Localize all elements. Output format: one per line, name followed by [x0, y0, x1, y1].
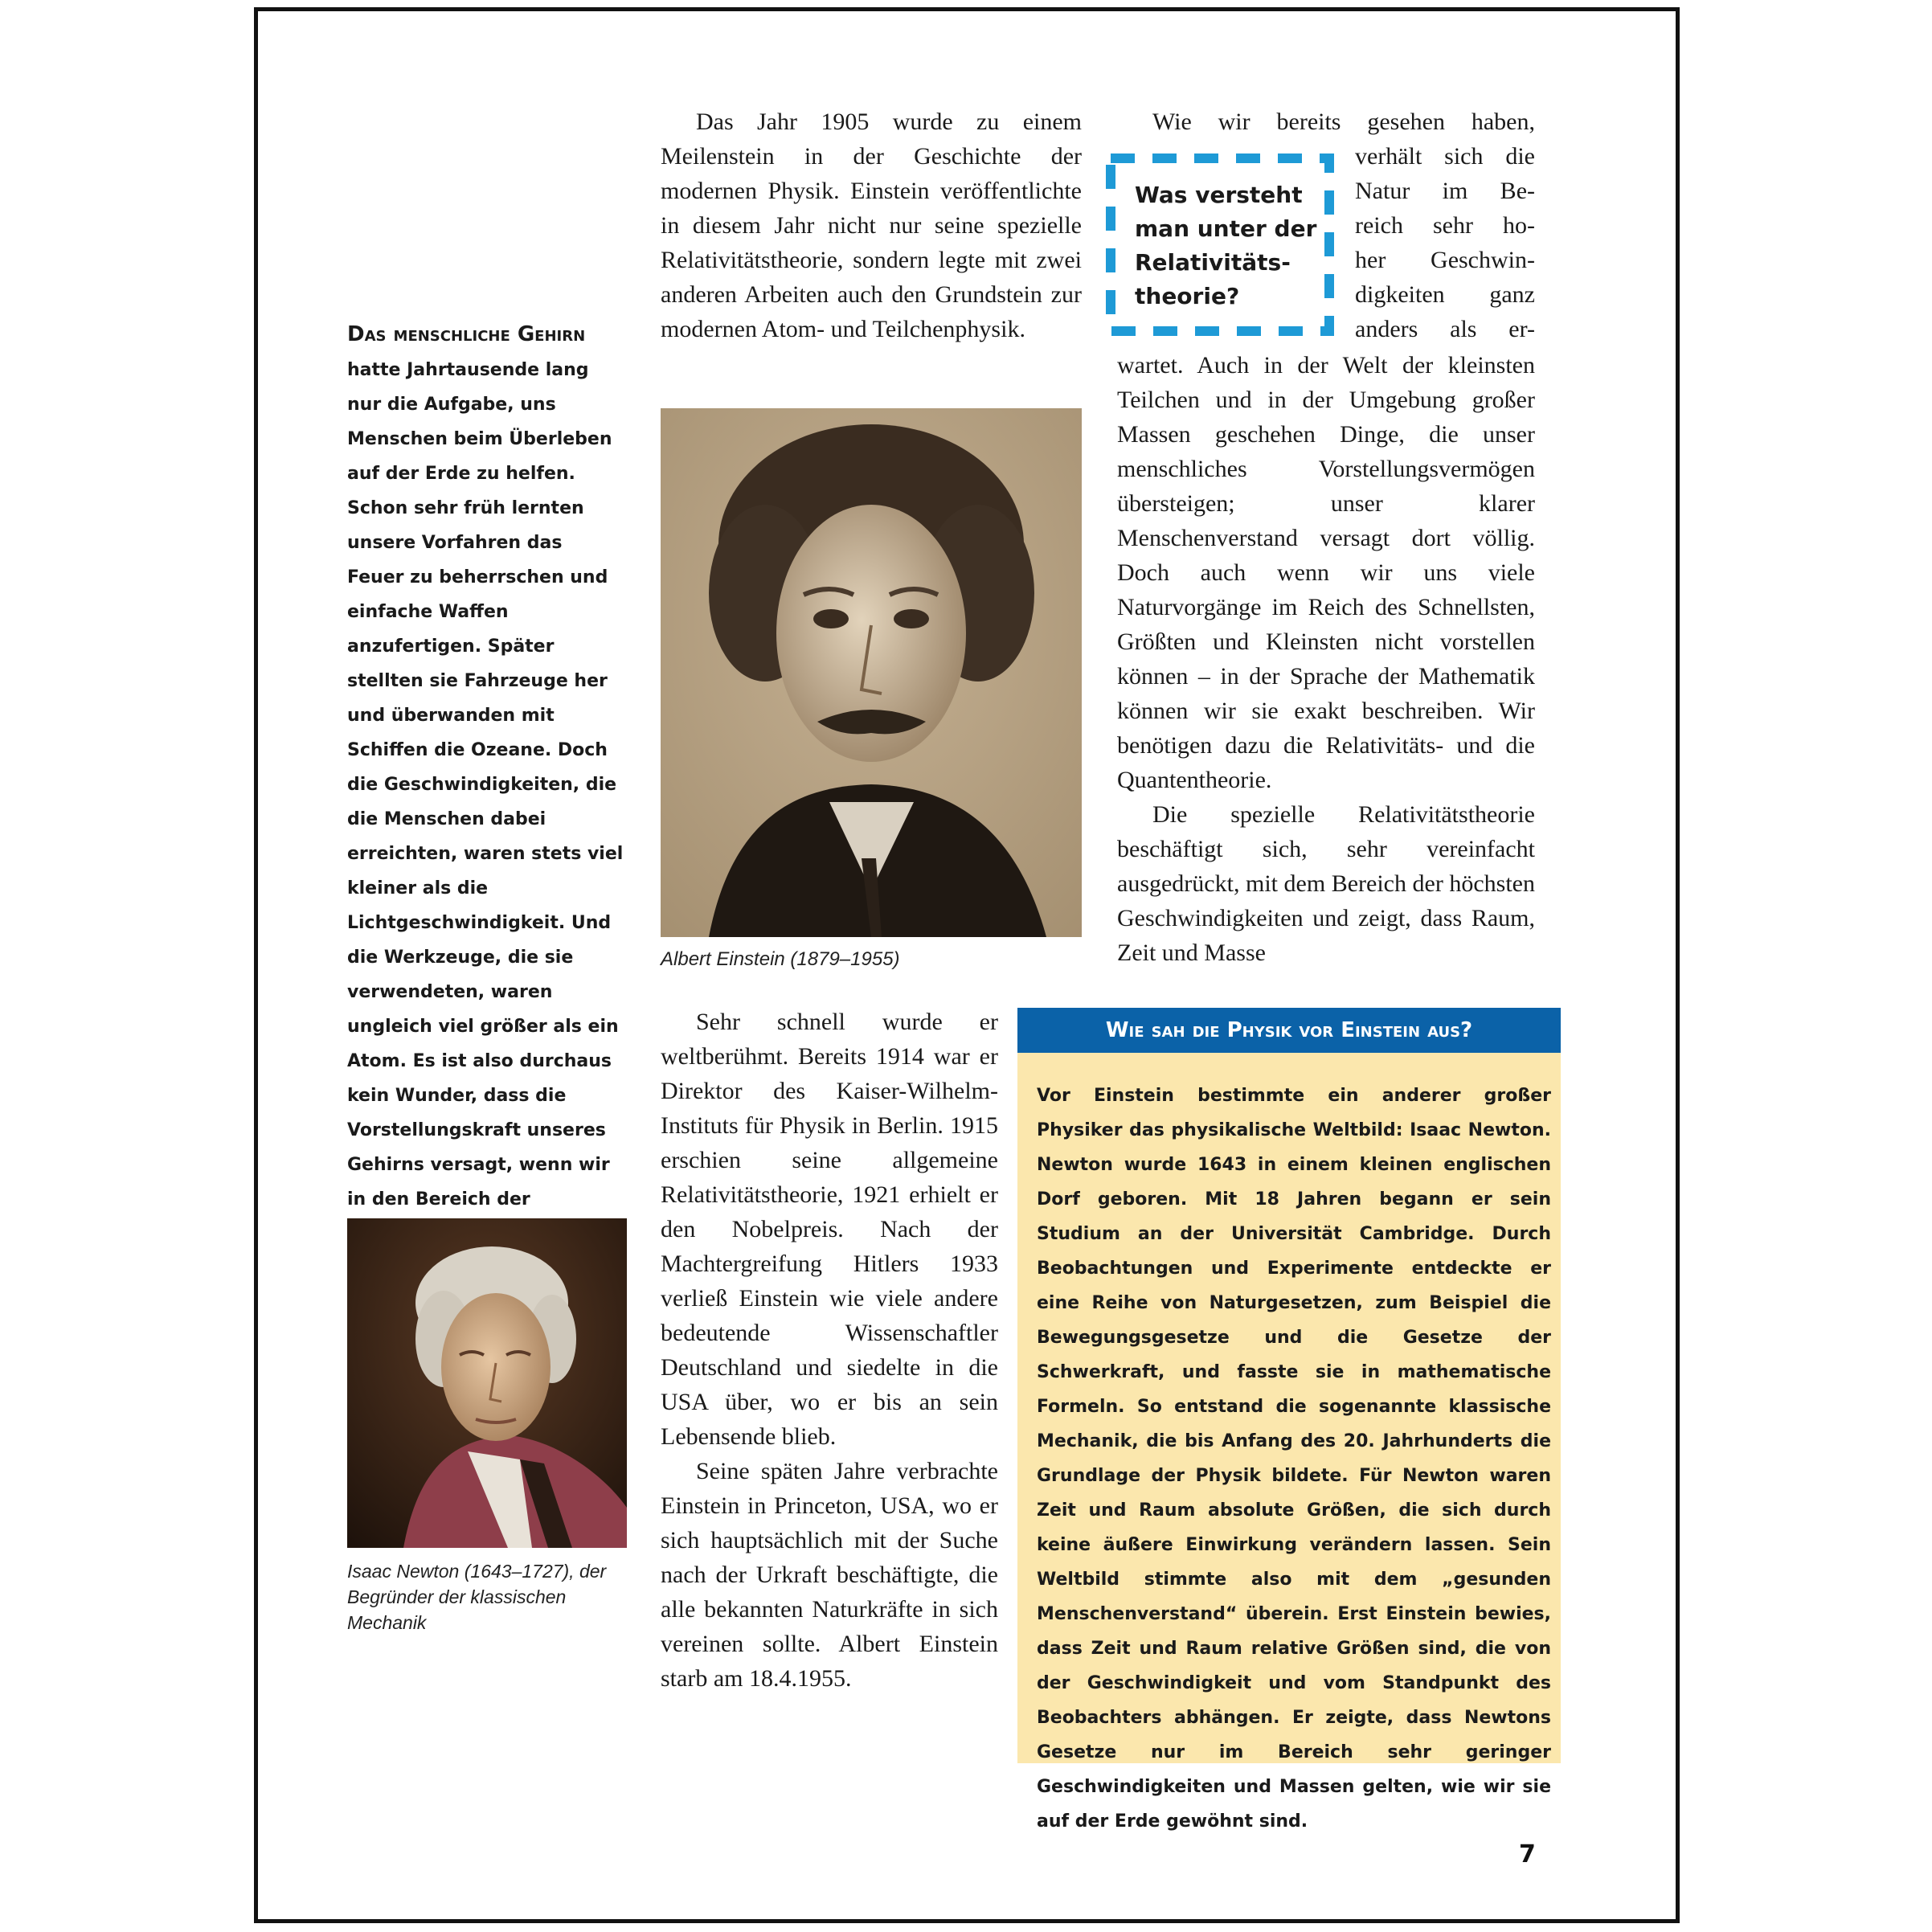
column3-line: anders als er-: [1355, 316, 1535, 342]
column3-line: digkeiten ganz: [1355, 281, 1535, 308]
column3-line: reich sehr ho-: [1355, 212, 1535, 239]
infobox-title: Wie sah die Physik vor Einstein aus?: [1017, 1008, 1561, 1053]
column3-body: [1117, 348, 1535, 970]
einstein-caption: Albert Einstein (1879–1955): [661, 948, 900, 970]
column3-line: her Geschwin-: [1355, 247, 1535, 273]
column2-bottom: [661, 1005, 998, 1696]
column3-line: Natur im Be-: [1355, 178, 1535, 204]
infobox: [1017, 1008, 1561, 1832]
column2-top: [661, 104, 1082, 346]
callout-question: Was versteht man unter der Relativitäts-theorie?: [1135, 182, 1317, 309]
column2-para3: Seine späten Jahre verbrachte Einstein in Princeton, USA, wo er sich hauptsächlich mit der Suche nach der Urkraft beschäftigte, die alle bekannten Naturkräfte in sich vereinen sollte. Albert Einstein starb am 18.4.1955.: [661, 1458, 998, 1692]
column2-para1: Das Jahr 1905 wurde zu einem Meilenstein in der Geschichte der modernen Physik. Einstein veröffentlichte in diesem Jahr nicht nur seine spezielle Relativitätstheorie, sondern legte mit zwei anderen Arbeiten auch den Grundstein zur modernen Atom- und Teilchenphysik.: [661, 108, 1082, 342]
column3-head: [1117, 104, 1535, 346]
infobox-text: Vor Einstein bestimmte ein anderer großer Physiker das physikalische Weltbild: Isaac Newton. Newton wurde 1643 in einem kleinen englischen Dorf geboren. Mit 18 Jahren begann er sein Studium an der Universität Cambridge. Durch Beobachtungen und Experimente entdeckte er eine Reihe von Naturgesetzen, zum Beispiel die Bewegungsgesetze und die Gesetze der Schwerkraft, und fasste sie in mathematische Formeln. So entstand die sogenannte klassische Mechanik, die bis Anfang des 20. Jahrhunderts die Grundlage der Physik bildete. Für Newton waren Zeit und Raum absolute Größen, die sich durch keine äußere Einwirkung verändern lassen. Sein Weltbild stimmte also mit dem „gesunden Menschenverstand“ überein. Erst Einstein bewies, dass Zeit und Raum relative Größen sind, die von der Geschwindigkeit und vom Standpunkt des Beobachters abhängen. Er zeigte, dass Newtons Gesetze nur im Bereich sehr geringer Geschwindigkeiten und Massen gelten, wie wir sie auf der Erde gewöhnt sind.: [1037, 1086, 1551, 1832]
column3-line: verhält sich die: [1355, 143, 1535, 170]
column3-para1: wartet. Auch in der Welt der kleinsten Teilchen und in der Umgebung großer Massen geschehen Dinge, die unser menschliches Vorstellungsvermögen übersteigen; unser klarer Menschenverstand versagt dort völlig. Doch auch wenn wir uns viele Naturvorgänge im Reich des Schnellsten, Größten und Kleinsten nicht vorstellen können – in der Sprache der Mathematik können wir sie exakt beschreiben. Wir benötigen dazu die Relativitäts- und die Quantentheorie.: [1117, 352, 1535, 793]
column3-line: Wie wir bereits gesehen haben,: [1152, 108, 1535, 135]
page-number: 7: [1519, 1840, 1536, 1869]
sidebar-intro: [347, 317, 624, 1355]
newton-portrait: [347, 1218, 627, 1548]
sidebar-body: hatte Jahrtausende lang nur die Aufgabe, uns Menschen beim Überleben auf der Erde zu helfen. Schon sehr früh lernten unsere Vorfahren das Feuer zu beherrschen und einfache Waffen anzufertigen. Später stellten sie Fahrzeuge her und überwanden mit Schiffen die Ozeane. Doch die Geschwindigkeiten, die die Menschen dabei erreichten, waren stets viel kleiner als die Lichtgeschwindigkeit. Und die Werkzeuge, die sie verwendeten, waren ungleich viel größer als ein Atom. Es ist also durchaus kein Wunder, dass die Vorstellungskraft unseres Gehirns versagt, wenn wir in den Bereich der: [347, 360, 624, 1210]
sidebar-lead: Das menschliche Gehirn: [347, 322, 586, 346]
einstein-portrait: [661, 408, 1082, 937]
newton-caption: Isaac Newton (1643–1727), der Begründer der klassischen Mechanik: [347, 1561, 607, 1633]
column3-para2: Die spezielle Relativitätstheorie beschäftigt sich, sehr vereinfacht ausgedrückt, mit dem Bereich der höchsten Geschwindigkeiten und zeigt, dass Raum, Zeit und Masse: [1117, 801, 1535, 966]
column2-para2: Sehr schnell wurde er weltberühmt. Bereits 1914 war er Direktor des Kaiser-Wilhelm-Instituts für Physik in Berlin. 1915 erschien seine allgemeine Relativitätstheorie, 1921 erhielt er den Nobelpreis. Nach der Machtergreifung Hitlers 1933 verließ Einstein wie viele andere bedeutende Wissenschaftler Deutschland und siedelte in die USA über, wo er bis an sein Lebensende blieb.: [661, 1009, 998, 1450]
